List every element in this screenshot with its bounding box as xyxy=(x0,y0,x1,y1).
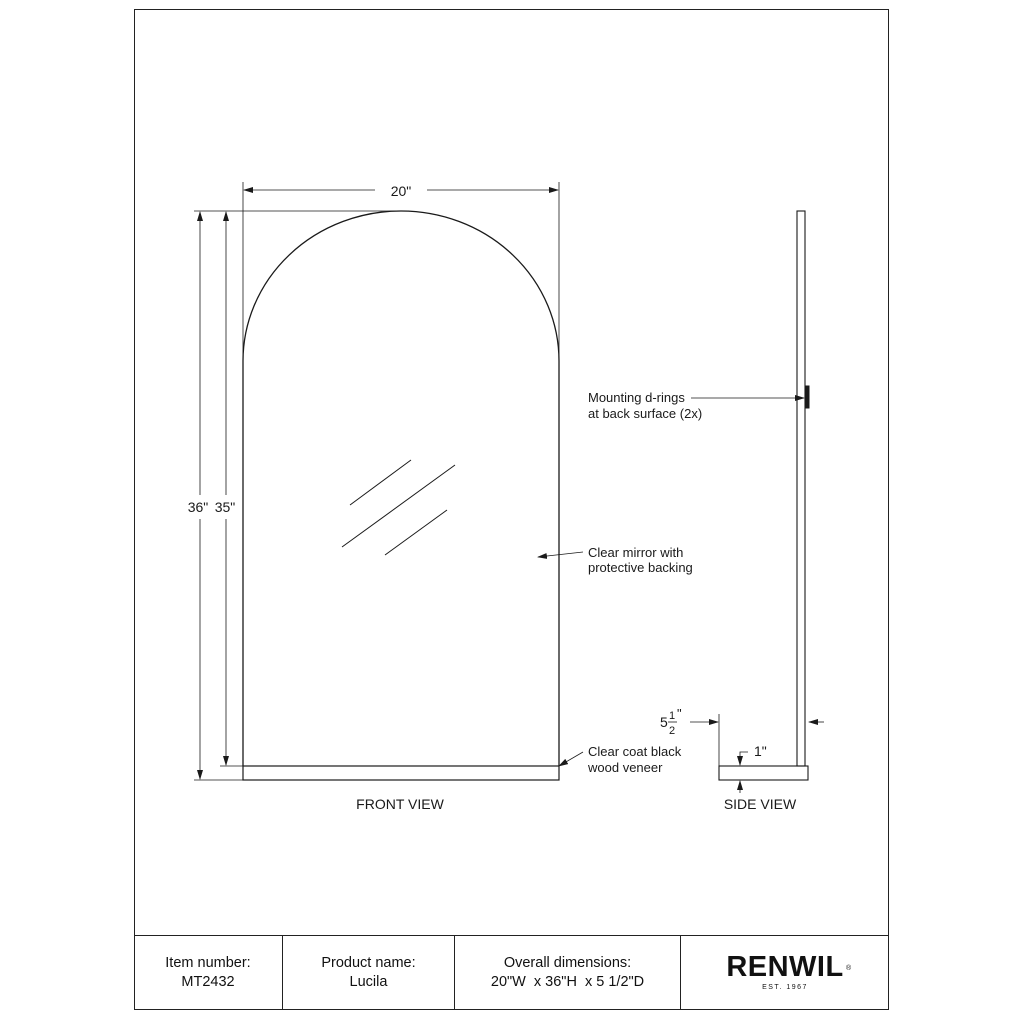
mounting-callout-line2: at back surface (2x) xyxy=(588,406,703,421)
veneer-callout-line2: wood veneer xyxy=(588,760,663,775)
side-panel xyxy=(797,211,805,766)
brand-logo xyxy=(726,951,852,983)
depth-dim-whole: 5 xyxy=(660,714,668,730)
base-dim-leader-top xyxy=(740,752,748,765)
side-view xyxy=(690,211,824,793)
registered-mark: ® xyxy=(846,965,852,972)
veneer-leader xyxy=(559,752,583,766)
brand-tagline: EST. 1967 xyxy=(762,984,808,991)
side-base xyxy=(719,766,808,780)
depth-dim-denominator: 2 xyxy=(669,725,676,737)
front-view xyxy=(194,182,559,780)
depth-dim-numerator: 1 xyxy=(669,710,676,722)
item-number-label: Item number: xyxy=(165,955,251,971)
height-dim-35-label: 35" xyxy=(214,499,236,515)
reflection-line xyxy=(350,460,411,505)
depth-dim-inch: " xyxy=(677,706,682,721)
height-dim-36-label: 36" xyxy=(187,499,209,515)
base-rect xyxy=(243,766,559,780)
item-number-value: MT2432 xyxy=(181,974,235,990)
mirror-callout-line2: protective backing xyxy=(588,560,693,575)
mounting-callout-line1: Mounting d-rings xyxy=(588,390,685,405)
product-name-value: Lucila xyxy=(349,974,388,990)
dimensions-value: 20"W x 36"H x 5 1/2"D xyxy=(490,974,645,990)
base-dim-label: 1" xyxy=(754,743,767,759)
width-dim-label: 20" xyxy=(390,183,412,199)
d-ring xyxy=(805,386,809,408)
brand-name: RENWIL xyxy=(726,951,844,983)
veneer-callout-line1: Clear coat black xyxy=(588,744,682,759)
product-name-cell xyxy=(283,936,455,1010)
reflection-line xyxy=(385,510,447,555)
dimensions-cell xyxy=(455,936,681,1010)
front-view-label: FRONT VIEW xyxy=(356,796,444,812)
reflection-line xyxy=(342,465,455,547)
mirror-callout-line1: Clear mirror with xyxy=(588,545,684,560)
product-name-label: Product name: xyxy=(321,955,416,971)
dimensions-label: Overall dimensions: xyxy=(503,955,632,971)
title-block xyxy=(134,935,889,1010)
mirror-outline xyxy=(243,211,559,766)
side-view-label: SIDE VIEW xyxy=(723,796,797,812)
brand-cell xyxy=(681,936,889,1010)
mirror-leader xyxy=(538,552,583,557)
item-number-cell xyxy=(134,936,283,1010)
